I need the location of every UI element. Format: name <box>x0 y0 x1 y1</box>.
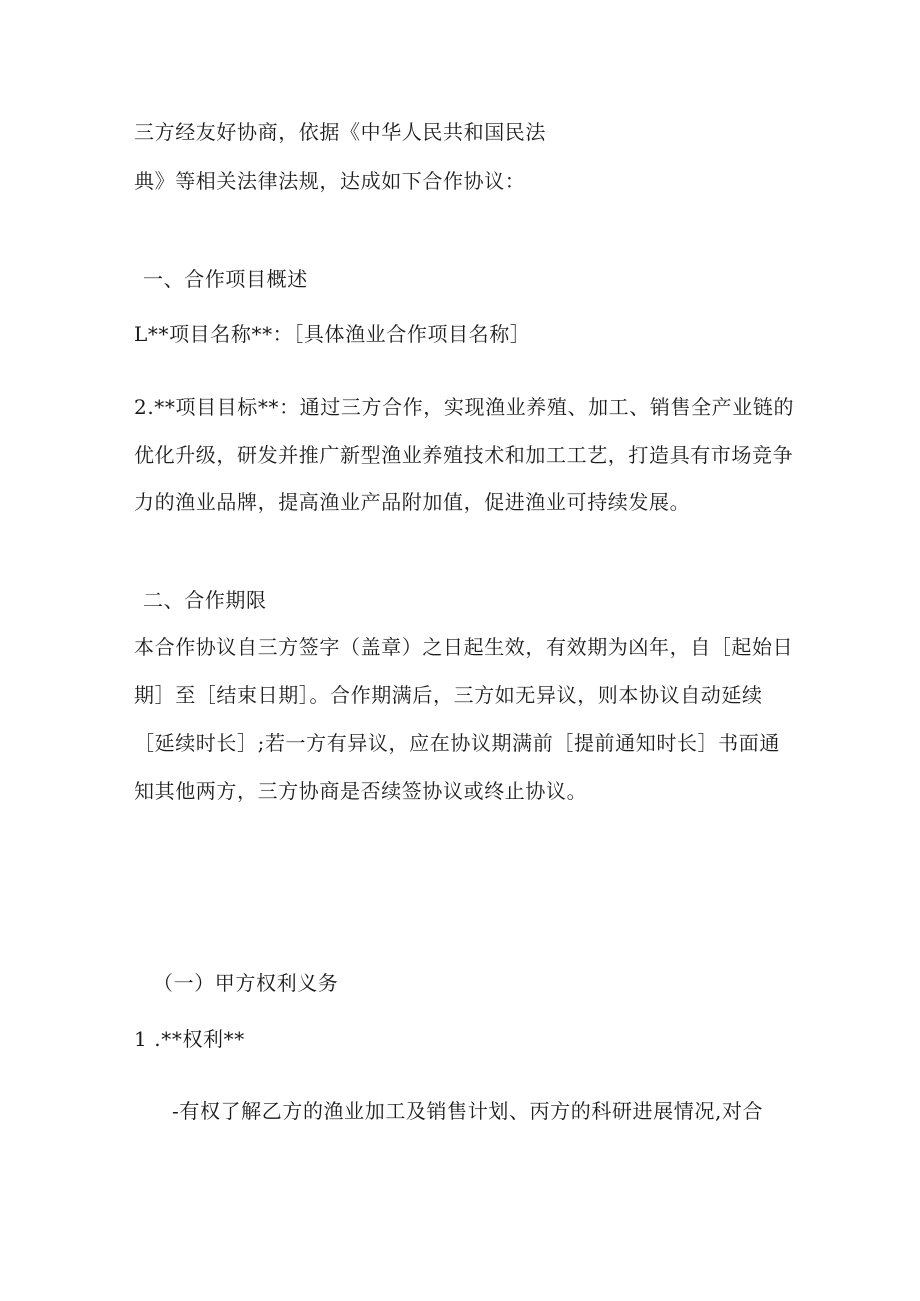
section-1-item-2-line-3: 力的渔业品牌，提高渔业产品附加值，促进渔业可持续发展。 <box>134 490 691 514</box>
section-2-line-4: 知其他两方，三方协商是否续签协议或终止协议。 <box>134 779 588 803</box>
intro-line-2: 典》等相关法律法规，达成如下合作协议： <box>134 169 526 193</box>
section-2-line-2: 期］至［结束日期］。合作期满后，三方如无异议，则本协议自动延续 <box>134 683 763 707</box>
section-3-heading: （一）甲方权利义务 <box>153 971 339 995</box>
section-1-item-2-line-2: 优化升级，研发并推广新型渔业养殖技术和加工工艺，打造具有市场竞争 <box>134 443 794 467</box>
section-3-bullet-1: -有权了解乙方的渔业加工及销售计划、丙方的科研进展情况,对合 <box>172 1099 764 1123</box>
section-2-heading: 二、合作期限 <box>143 588 267 612</box>
section-1-item-1: L**项目名称**：［具体渔业合作项目名称］ <box>134 322 531 346</box>
section-2-line-1: 本合作协议自三方签字（盖章）之日起生效，有效期为凶年，自［起始日 <box>134 635 794 659</box>
section-2-line-3: ［延续时长］;若一方有异议，应在协议期满前［提前通知时长］书面通 <box>134 731 780 755</box>
section-3-subheading: 1 .**权利** <box>134 1027 245 1051</box>
intro-line-1: 三方经友好协商，依据《中华人民共和国民法 <box>134 120 546 144</box>
section-1-item-2-line-1: 2.**项目目标**：通过三方合作，实现渔业养殖、加工、销售全产业链的 <box>134 395 795 419</box>
section-1-heading: 一、合作项目概述 <box>143 267 308 291</box>
